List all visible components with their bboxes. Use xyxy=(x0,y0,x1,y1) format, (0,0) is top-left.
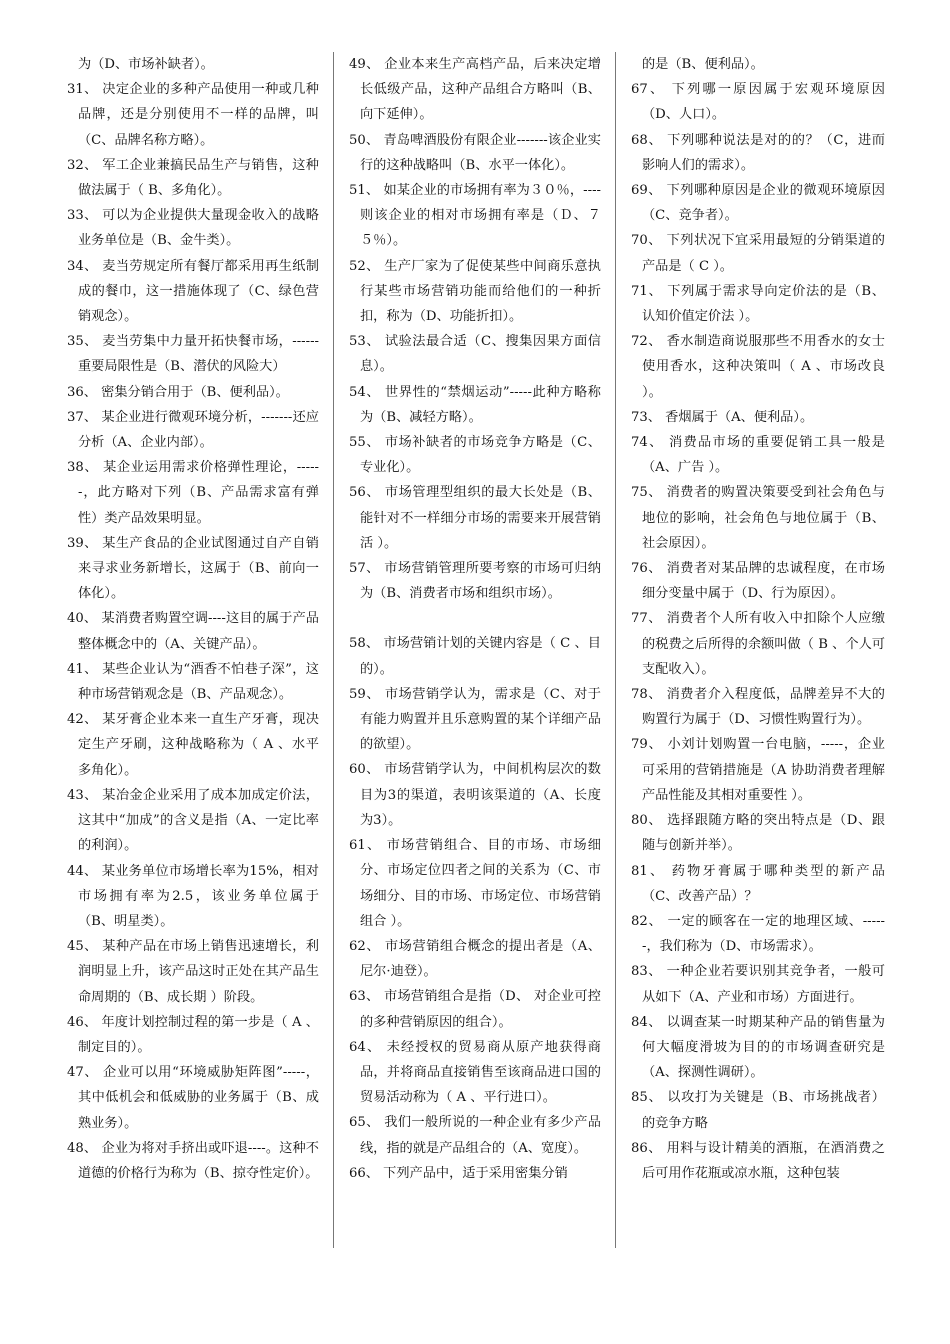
question-item: 61、 市场营销组合、目的市场、市场细分、市场定位四者之间的关系为（C、市场细分、目的市场、市场定位、市场营销组合 ）。 xyxy=(349,838,601,929)
question-item: 65、 我们一般所说的一种企业有多少产品线，指的就是产品组合的（A、宽度）。 xyxy=(349,1115,601,1156)
question-item: 80、 选择跟随方略的突出特点是（D、跟随与创新并举）。 xyxy=(631,813,885,854)
question-item: 73、 香烟属于（A、便利品）。 xyxy=(631,409,814,425)
question-item: 39、 某生产食品的企业试图通过自产自销来寻求业务新增长，这属于（B、前向一体化）。 xyxy=(67,535,319,602)
question-item: 37、 某企业进行微观环境分析，-------还应分析（A、企业内部）。 xyxy=(67,409,319,451)
question-item: 67、 下列哪一原因属于宏观环境原因（D、人口）。 xyxy=(631,82,885,123)
question-item: 43、 某冶金企业采用了成本加成定价法，这其中“加成”的含义是指（A、一定比率的利润）。 xyxy=(67,787,319,854)
question-item: 32、 军工企业兼搞民品生产与销售，这种做法属于（ B、多角化）。 xyxy=(67,157,319,199)
question-item: 33、 可以为企业提供大量现金收入的战略业务单位是（B、金牛类）。 xyxy=(67,208,319,249)
column-divider xyxy=(615,52,616,1248)
question-item: 81、 药物牙膏属于哪种类型的新产品（C、改善产品）？ xyxy=(631,863,885,904)
question-item: 63、 市场营销组合是指（D、 对企业可控的多种营销原因的组合）。 xyxy=(349,989,601,1030)
question-item: 75、 消费者的购置决策要受到社会角色与地位的影响，社会角色与地位属于（B、社会原因）。 xyxy=(631,485,885,551)
question-item: 46、 年度计划控制过程的第一步是（ A 、制定目的）。 xyxy=(67,1014,319,1055)
question-item: 84、 以调查某一时期某种产品的销售量为何大幅度滑坡为目的的市场调查研究是（A、探测性调研）。 xyxy=(631,1014,885,1081)
question-item: 79、 小刘计划购置一台电脑，-----，企业可采用的营销措施是（A 协助消费者理解产品性能及其相对重要性 ）。 xyxy=(631,737,885,803)
question-item: 57、 市场营销管理所要考察的市场可归纳为（B、消费者市场和组织市场）。 xyxy=(349,561,601,602)
question-item: 41、 某些企业认为“酒香不怕巷子深”，这种市场营销观念是（B、产品观念）。 xyxy=(67,661,319,703)
question-item: 74、 消费品市场的重要促销工具一般是（A、广告 ）。 xyxy=(631,435,885,476)
question-item: 53、 试验法最合适（C、搜集因果方面信息）。 xyxy=(349,334,601,375)
question-item: 34、 麦当劳规定所有餐厅都采用再生纸制成的餐巾，这一措施体现了（C、绿色营销观念）。 xyxy=(67,258,319,325)
question-item: 82、 一定的顾客在一定的地理区域、------，我们称为（D、市场需求）。 xyxy=(631,913,885,955)
question-item: 72、 香水制造商说服那些不用香水的女士使用香水，这种决策叫（ A 、市场改良 ）。 xyxy=(631,334,885,400)
question-continuation: 的是（B、便利品）。 xyxy=(642,57,764,72)
blank-line xyxy=(349,606,601,631)
question-item: 35、 麦当劳集中力量开拓快餐市场，------重要局限性是（B、潜伏的风险大） xyxy=(67,334,319,375)
question-item: 64、 未经授权的贸易商从原产地获得商品，并将商品直接销售至该商品进口国的贸易活动称为（ A 、平行进口）。 xyxy=(349,1039,601,1106)
question-column-right xyxy=(631,52,885,1186)
question-item: 77、 消费者个人所有收入中扣除个人应缴的税费之后所得的余额叫做（ B 、个人可支配收入）。 xyxy=(631,611,885,677)
question-item: 47、 企业可以用“环境威胁矩阵图”-----，其中低机会和低威胁的业务属于（B、成熟业务）。 xyxy=(67,1065,319,1131)
question-item: 44、 某业务单位市场增长率为15%，相对市场拥有率为2.5，该业务单位属于 （B、明星类）。 xyxy=(67,863,319,929)
question-item: 38、 某企业运用需求价格弹性理论，------，此方略对下列（B、产品需求富有弹性）类产品效果明显。 xyxy=(67,460,319,526)
question-item: 60、 市场营销学认为，中间机构层次的数目为3的渠道，表明该渠道的（A、长度为3）。 xyxy=(349,762,601,828)
question-item: 51、 如某企业的市场拥有率为３０％，----则该企业的相对市场拥有率是（Ｄ、７５％）。 xyxy=(349,183,601,249)
question-item: 42、 某牙膏企业本来一直生产牙膏，现决定生产牙刷，这种战略称为（ A 、水平多角化）。 xyxy=(67,712,319,778)
question-item: 83、 一种企业若要识别其竞争者，一般可从如下（A、产业和市场）方面进行。 xyxy=(631,964,885,1005)
question-item: 31、 决定企业的多种产品使用一种或几种品牌，还是分别使用不一样的品牌，叫（C、品牌名称方略）。 xyxy=(67,82,319,148)
question-item: 45、 某种产品在市场上销售迅速增长，利润明显上升，该产品这时正处在其产品生命周期的（B、成长期 ）阶段。 xyxy=(67,939,319,1005)
question-item: 70、 下列状况下宜采用最短的分销渠道的产品是（ C ）。 xyxy=(631,233,885,274)
question-item: 59、 市场营销学认为，需求是（C、对于有能力购置并且乐意购置的某个详细产品的欲望）。 xyxy=(349,686,601,753)
question-item: 68、 下列哪种说法是对的的？（C，进而影响人们的需求）。 xyxy=(631,132,885,173)
question-item: 78、 消费者介入程度低，品牌差异不大的购置行为属于（D、习惯性购置行为）。 xyxy=(631,687,885,728)
question-item: 85、 以攻打为关键是（B、市场挑战者）的竞争方略 xyxy=(631,1090,885,1131)
question-item: 66、 下列产品中，适于采用密集分销 xyxy=(349,1165,568,1181)
question-item: 40、 某消费者购置空调----这目的属于产品整体概念中的（A、关键产品）。 xyxy=(67,611,319,652)
question-item: 86、 用料与设计精美的酒瓶，在酒消费之后可用作花瓶或凉水瓶，这种包装 xyxy=(631,1140,885,1181)
question-item: 48、 企业为将对手挤出或吓退----。这种不道德的价格行为称为（B、掠夺性定价）。 xyxy=(67,1140,319,1181)
question-item: 71、 下列属于需求导向定价法的是（B、认知价值定价法 ）。 xyxy=(631,283,885,325)
question-item: 76、 消费者对某品牌的忠诚程度，在市场细分变量中属于（D、行为原因）。 xyxy=(631,561,885,602)
question-item: 58、 市场营销计划的关键内容是（ C 、目的）。 xyxy=(349,636,601,677)
question-item: 49、 企业本来生产高档产品，后来决定增长低级产品，这种产品组合方略叫（B、向下延伸）。 xyxy=(349,57,601,123)
question-item: 55、 市场补缺者的市场竞争方略是（C、专业化）。 xyxy=(349,435,601,476)
question-column-left xyxy=(67,52,319,1186)
question-item: 62、 市场营销组合概念的提出者是（A、尼尔·迪登）。 xyxy=(349,938,601,980)
column-divider xyxy=(333,52,334,1248)
question-item: 52、 生产厂家为了促使某些中间商乐意执行某些市场营销功能而给他们的一种折扣，称为（D、功能折扣）。 xyxy=(349,258,601,325)
question-item: 50、 青岛啤酒股份有限企业-------该企业实行的这种战略叫（B、水平一体化）。 xyxy=(349,132,601,173)
question-item: 54、 世界性的“禁烟运动”-----此种方略称为（B、减轻方略）。 xyxy=(349,384,601,425)
question-item: 36、 密集分销合用于（B、便利品）。 xyxy=(67,384,289,400)
question-item: 56、 市场管理型组织的最大长处是（B、能针对不一样细分市场的需要来开展营销活 ）。 xyxy=(349,485,601,551)
question-column-middle xyxy=(349,52,601,1186)
question-item: 69、 下列哪种原因是企业的微观环境原因（C、竞争者）。 xyxy=(631,183,885,224)
question-continuation: 为（D、市场补缺者）。 xyxy=(78,57,214,72)
